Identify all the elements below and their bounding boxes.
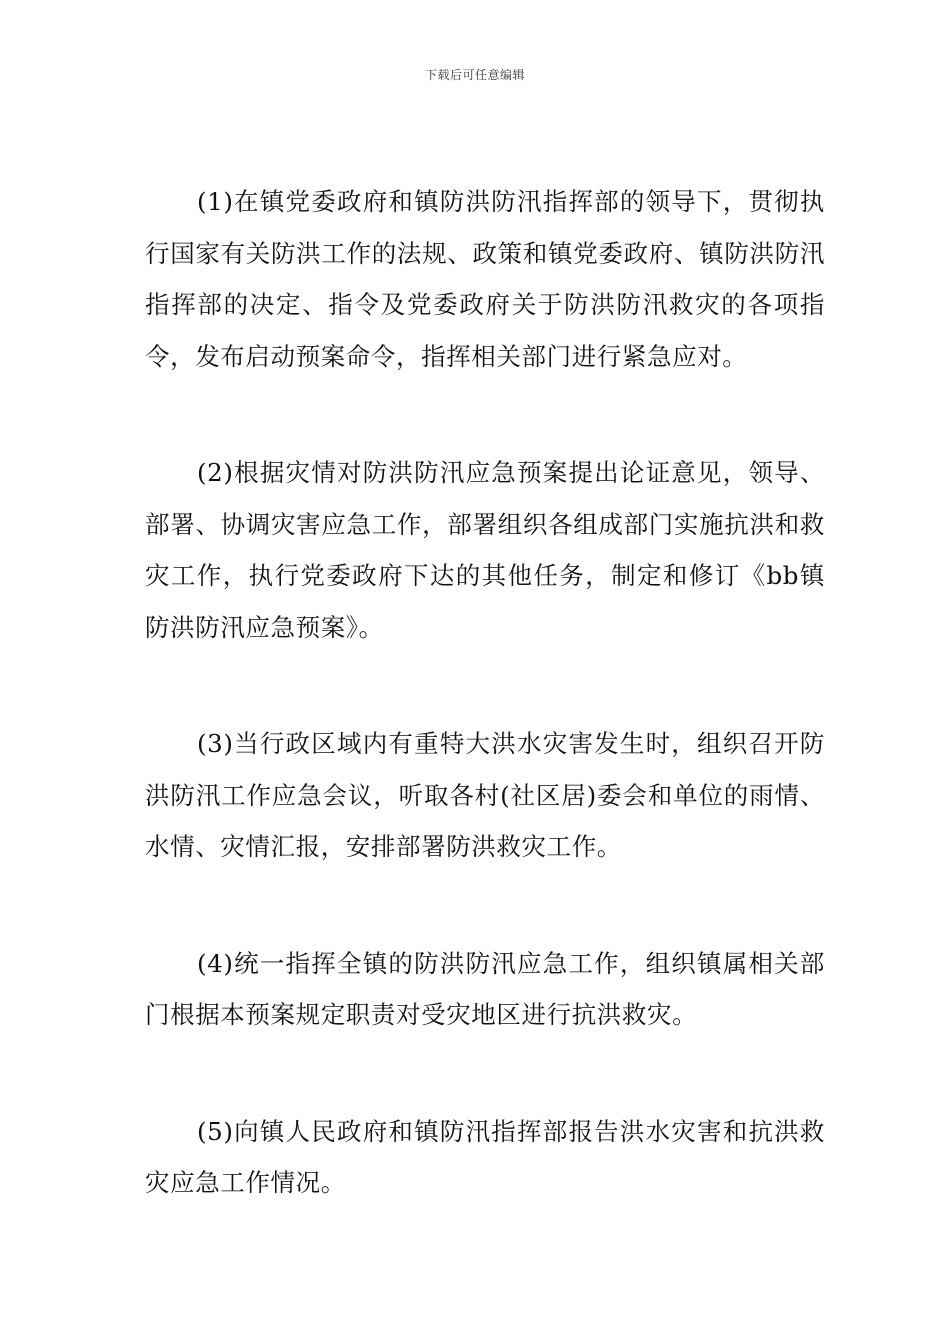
paragraph-4: (4)统一指挥全镇的防洪防汛应急工作，组织镇属相关部门根据本预案规定职责对受灾地区进行抗洪救灾。	[145, 948, 825, 1029]
document-body	[145, 176, 825, 1274]
paragraph-2: (2)根据灾情对防洪防汛应急预案提出论证意见，领导、部署、协调灾害应急工作，部署组织各组成部门实施抗洪和救灾工作，执行党委政府下达的其他任务，制定和修订《bb镇防洪防汛应急预案》。	[145, 458, 825, 642]
paragraph-1: (1)在镇党委政府和镇防洪防汛指挥部的领导下，贯彻执行国家有关防洪工作的法规、政策和镇党委政府、镇防洪防汛指挥部的决定、指令及党委政府关于防洪防汛救灾的各项指令，发布启动预案命令，指挥相关部门进行紧急应对。	[145, 187, 825, 371]
page-header: 下载后可任意编辑	[424, 68, 525, 82]
paragraph-3: (3)当行政区域内有重特大洪水灾害发生时，组织召开防洪防汛工作应急会议，听取各村(社区居)委会和单位的雨情、水情、灾情汇报，安排部署防洪救灾工作。	[145, 729, 825, 861]
paragraph-5: (5)向镇人民政府和镇防汛指挥部报告洪水灾害和抗洪救灾应急工作情况。	[145, 1116, 825, 1197]
